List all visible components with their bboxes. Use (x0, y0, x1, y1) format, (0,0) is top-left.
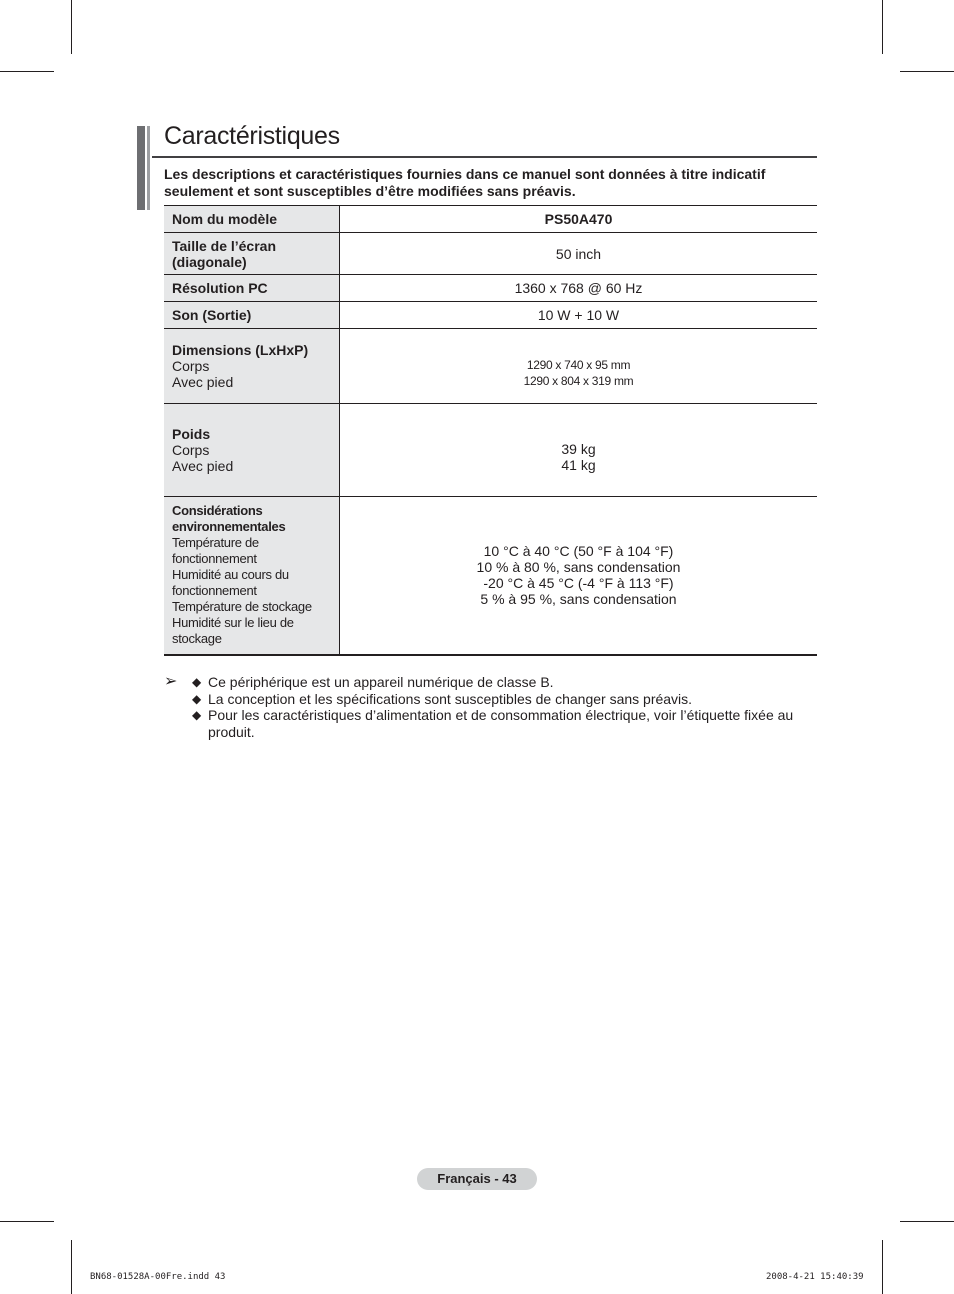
environment-label: Considérations environnementales (172, 503, 286, 535)
resolution-value: 1360 x 768 @ 60 Hz (340, 275, 818, 302)
dimensions-label-cell (164, 329, 340, 404)
sound-value: 10 W + 10 W (340, 302, 818, 329)
title-bar-dark (137, 126, 145, 210)
diamond-bullet-icon: ◆ (192, 675, 202, 689)
resolution-label: Résolution PC (164, 275, 340, 302)
table-row (164, 275, 817, 302)
arrow-icon: ➢ (164, 673, 178, 690)
crop-mark (71, 0, 72, 54)
table-row (164, 404, 817, 497)
note-text: Ce périphérique est un appareil numérique de classe B. (208, 674, 554, 690)
weight-sub-stand: Avec pied (172, 458, 234, 474)
table-row (164, 497, 817, 655)
slug-date: 2008-4-21 15:40:39 (766, 1272, 864, 1282)
environment-sub-op-temp: Température de fonctionnement (172, 535, 259, 567)
environment-value-cell (340, 497, 818, 655)
weight-value-stand: 41 kg (561, 457, 596, 473)
diamond-bullet-icon: ◆ (192, 691, 202, 706)
environment-sub-op-humidity: Humidité au cours du fonctionnement (172, 567, 289, 599)
table-row (164, 206, 817, 233)
title-bar-light (147, 126, 150, 210)
note-text: La conception et les spécifications sont susceptibles de changer sans préavis. (208, 690, 693, 707)
sound-label: Son (Sortie) (164, 302, 340, 329)
weight-label-cell (164, 404, 340, 497)
dimensions-label: Dimensions (LxHxP) (172, 342, 309, 358)
note-text: Pour les caractéristiques d’alimentation et de consommation électrique, voir l’étiquette fixée au produit. (208, 707, 794, 740)
slug-file: BN68-01528A-00Fre.indd 43 (90, 1272, 226, 1282)
table-row (164, 233, 817, 275)
crop-mark (71, 1240, 72, 1294)
table-row (164, 302, 817, 329)
dimensions-value-stand: 1290 x 804 x 319 mm (523, 374, 634, 388)
dimensions-sub-body: Corps (172, 358, 210, 374)
crop-mark (882, 0, 883, 54)
table-row (164, 329, 817, 404)
dimensions-value-body: 1290 x 740 x 95 mm (526, 358, 631, 372)
page-title: Caractéristiques (164, 122, 340, 150)
crop-mark (882, 1240, 883, 1294)
weight-value-cell (340, 404, 818, 497)
title-rule (152, 156, 817, 158)
environment-label-cell (164, 497, 340, 655)
intro-text: Les descriptions et caractéristiques fournies dans ce manuel sont données à titre indicatif seulement et sont susceptibles d’être modifiées sans préavis. (164, 166, 766, 199)
specs-table (164, 205, 817, 656)
list-item (164, 707, 804, 740)
model-value: PS50A470 (340, 206, 818, 233)
environment-value-storage-humidity: 5 % à 95 %, sans condensation (480, 591, 677, 608)
crop-mark (900, 1221, 954, 1222)
environment-value-op-temp: 10 °C à 40 °C (50 °F à 104 °F) (483, 543, 674, 560)
list-item (164, 691, 804, 708)
page-number: Français - 43 (417, 1168, 537, 1190)
crop-mark (900, 71, 954, 72)
notes (164, 674, 804, 740)
dimensions-value-cell (340, 329, 818, 404)
title-decoration-bars (137, 126, 153, 210)
diamond-bullet-icon: ◆ (192, 708, 202, 722)
weight-value-body: 39 kg (561, 441, 596, 457)
weight-sub-body: Corps (172, 442, 210, 458)
screen-size-label: Taille de l’écran (diagonale) (164, 233, 340, 275)
crop-mark (0, 1221, 54, 1222)
environment-value-storage-temp: -20 °C à 45 °C (-4 °F à 113 °F) (483, 575, 674, 592)
weight-label: Poids (172, 426, 211, 442)
dimensions-sub-stand: Avec pied (172, 374, 234, 390)
environment-sub-storage-humidity: Humidité sur le lieu de stockage (172, 615, 294, 647)
environment-value-op-humidity: 10 % à 80 %, sans condensation (476, 559, 681, 576)
crop-mark (0, 71, 54, 72)
model-label: Nom du modèle (164, 206, 340, 233)
environment-sub-storage-temp: Température de stockage (172, 599, 312, 615)
screen-size-value: 50 inch (340, 233, 818, 275)
list-item (164, 674, 804, 691)
